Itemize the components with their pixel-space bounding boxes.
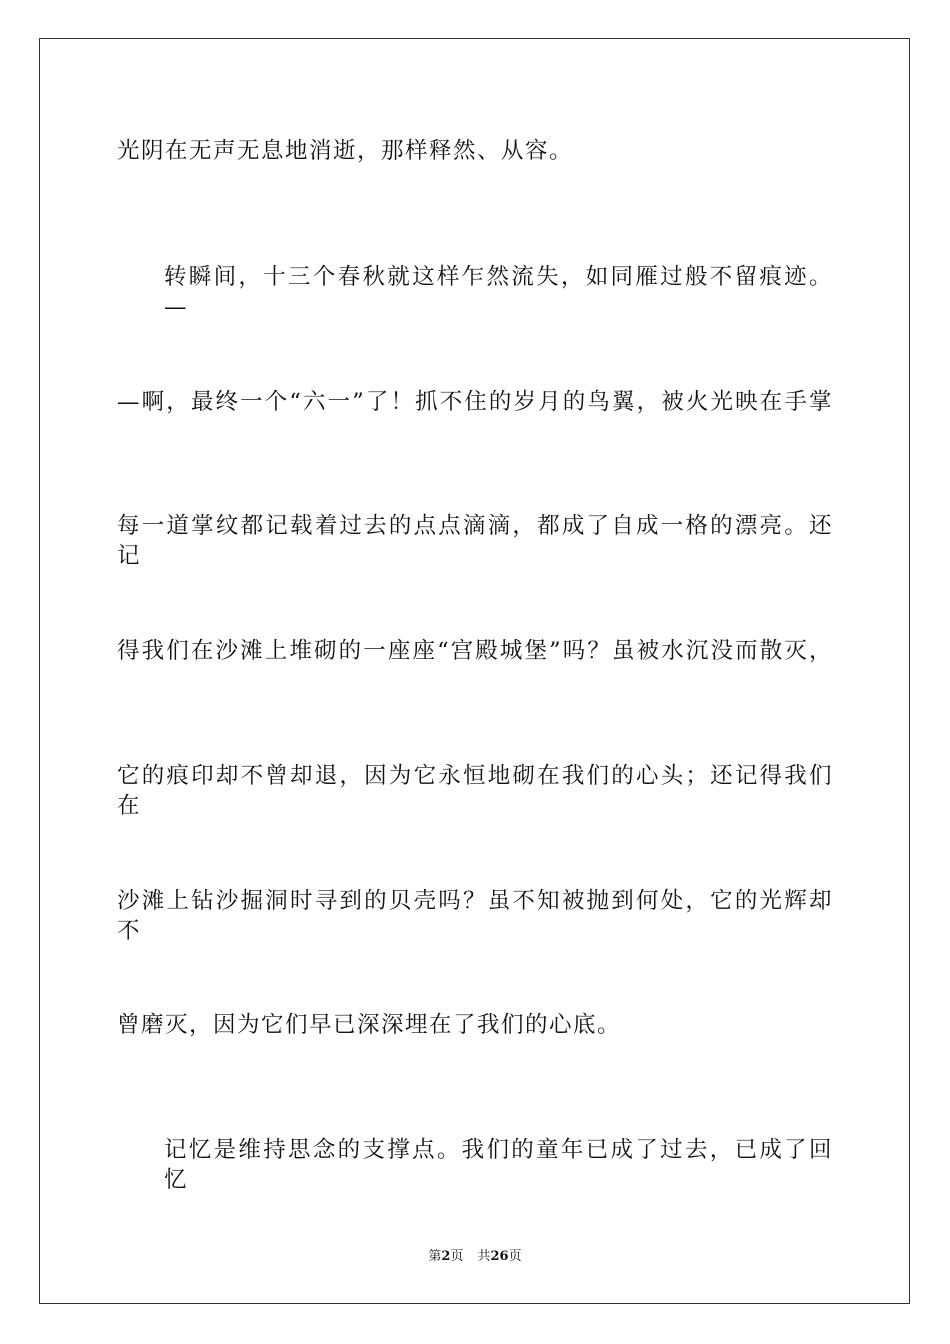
total-prefix: 共 <box>477 1249 491 1264</box>
page-footer <box>0 1248 950 1266</box>
total-pages: 26 <box>490 1249 509 1264</box>
text-line-1: 光阴在无声无息地消逝，那样释然、从容。 <box>117 138 574 164</box>
text-line-3: —啊，最终一个“六一”了！抓不住的岁月的鸟翼，被火光映在手掌 <box>117 389 833 415</box>
text-line-7: 沙滩上钻沙掘洞时寻到的贝壳吗？虽不知被抛到何处，它的光辉却不 <box>117 888 833 944</box>
text-line-5: 得我们在沙滩上堆砌的一座座“宫殿城堡”吗？虽被水沉没而散灭， <box>117 638 833 664</box>
page-prefix: 第 <box>428 1249 442 1264</box>
page-border <box>39 38 910 1304</box>
total-suffix: 页 <box>508 1249 522 1264</box>
text-line-9: 记忆是维持思念的支撑点。我们的童年已成了过去，已成了回忆 <box>164 1137 833 1193</box>
text-line-4: 每一道掌纹都记载着过去的点点滴滴，都成了自成一格的漂亮。还记 <box>117 513 833 569</box>
text-line-8: 曾磨灭，因为它们早已深深埋在了我们的心底。 <box>117 1012 622 1038</box>
text-line-6: 它的痕印却不曾却退，因为它永恒地砌在我们的心头；还记得我们在 <box>117 763 833 819</box>
text-line-2: 转瞬间，十三个春秋就这样乍然流失，如同雁过般不留痕迹。— <box>164 264 833 320</box>
page-number: 2 <box>441 1249 451 1264</box>
page-suffix: 页 <box>450 1249 464 1264</box>
